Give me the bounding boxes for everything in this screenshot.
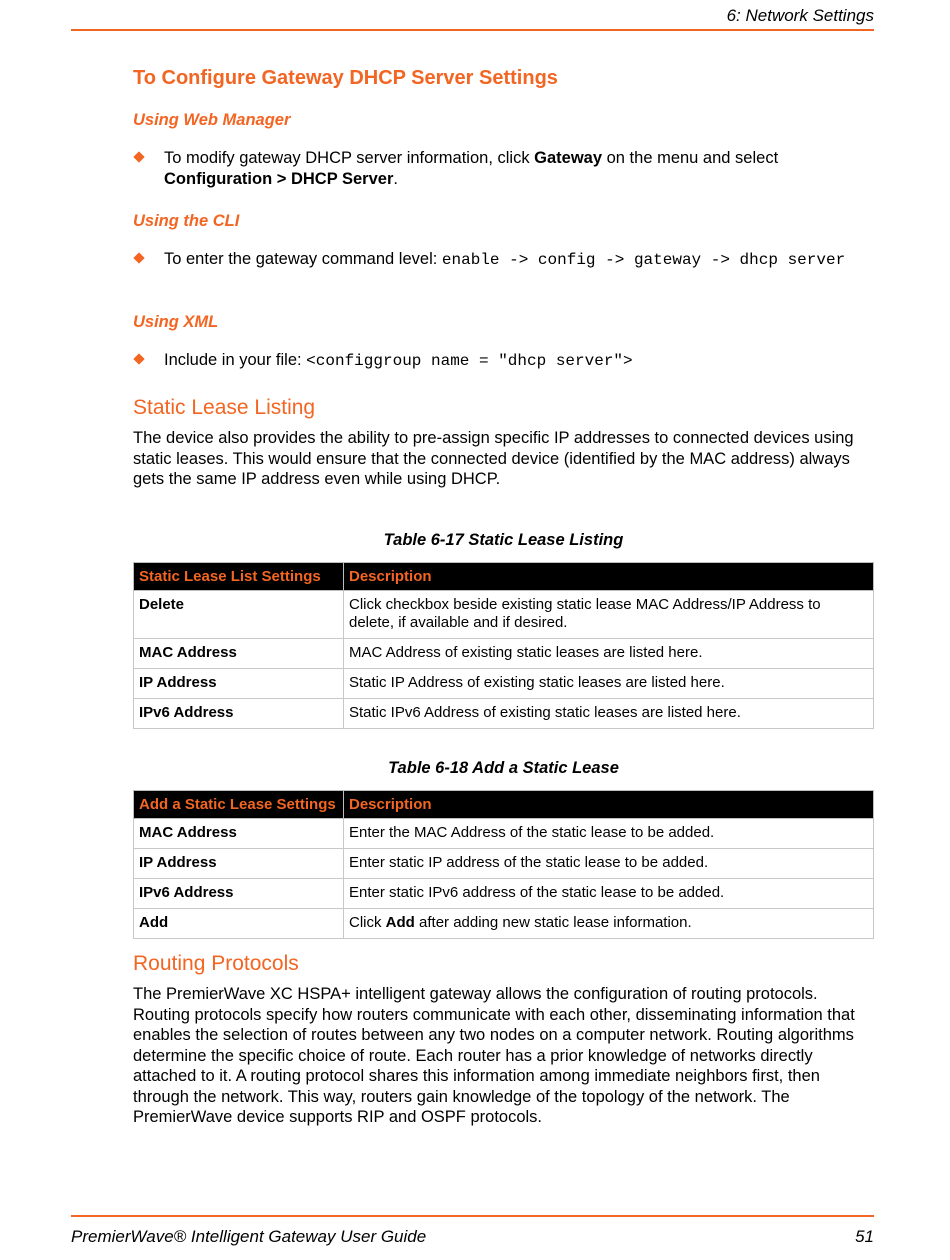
menu-path-term: Configuration > DHCP Server [164,170,394,188]
setting-name: MAC Address [134,819,344,849]
dhcp-section-title: To Configure Gateway DHCP Server Settings [133,67,558,89]
setting-name: IP Address [134,849,344,879]
table-17-caption: Table 6-17 Static Lease Listing [383,531,624,549]
column-header: Add a Static Lease Settings [134,791,344,819]
bullet-text: To modify gateway DHCP server information, click [164,149,535,167]
page-number: 51 [855,1227,874,1246]
description-text: after adding new static lease information. [414,914,692,931]
table-row [134,699,874,729]
table-row [134,669,874,699]
routing-protocols-paragraph: The PremierWave XC HSPA+ intelligent gateway allows the configuration of routing protocols. Routing protocols specify how routers communicate with each other, disseminating information that enables the selection of routes between any two nodes on a computer network. Routing algorithms determine the specific choice of route. Each router has a prior knowledge of networks directly attached to it. A routing protocol shares this information among immediate neighbors first, then through the network. This way, routers gain knowledge of the topology of the network. The PremierWave device supports RIP and OSPF protocols. [133,985,855,1126]
bullet-text: To enter the gateway command level: [164,250,442,268]
footer-rule [71,1215,874,1217]
table-row [134,819,874,849]
table-row [134,639,874,669]
cli-heading: Using the CLI [133,212,240,230]
table-header-row [134,563,874,591]
setting-description [344,909,874,939]
table-row [134,849,874,879]
bullet-diamond-icon [133,353,144,364]
column-header: Description [344,563,874,591]
setting-name: Delete [134,591,344,639]
footer-guide-title: PremierWave® Intelligent Gateway User Guide [71,1227,427,1246]
setting-name: IPv6 Address [134,699,344,729]
table-header-row [134,791,874,819]
table-row [134,879,874,909]
column-header: Static Lease List Settings [134,563,344,591]
bullet-text: . [393,170,398,188]
setting-name: MAC Address [134,639,344,669]
setting-description: MAC Address of existing static leases are listed here. [344,639,874,669]
setting-description: Enter static IP address of the static lease to be added. [344,849,874,879]
description-text: Click [349,914,386,931]
bullet-text: Include in your file: [164,351,307,369]
static-lease-listing-table [133,562,874,729]
setting-description: Enter static IPv6 address of the static lease to be added. [344,879,874,909]
setting-name: IP Address [134,669,344,699]
setting-name: IPv6 Address [134,879,344,909]
static-lease-title: Static Lease Listing [133,396,316,419]
web-manager-heading: Using Web Manager [133,111,291,129]
xml-code: <configgroup name = "dhcp server"> [306,352,633,370]
bullet-diamond-icon [133,151,144,162]
static-lease-paragraph: The device also provides the ability to pre-assign specific IP addresses to connected devices using static leases. This would ensure that the connected device (identified by the MAC address) always gets the same IP address even while using DHCP. [133,429,854,488]
column-header: Description [344,791,874,819]
table-18-caption: Table 6-18 Add a Static Lease [388,759,619,777]
gateway-term: Gateway [534,149,603,167]
table-row [134,909,874,939]
cli-bullet [133,249,874,271]
bullet-diamond-icon [133,252,144,263]
xml-heading: Using XML [133,313,219,331]
setting-description: Static IP Address of existing static leases are listed here. [344,669,874,699]
add-term: Add [385,914,415,931]
chapter-header: 6: Network Settings [726,6,874,25]
xml-bullet [133,350,874,372]
routing-protocols-title: Routing Protocols [133,952,299,975]
header-rule [71,29,874,31]
bullet-text: on the menu and select [602,149,779,167]
setting-description: Enter the MAC Address of the static lease to be added. [344,819,874,849]
setting-name: Add [134,909,344,939]
table-row [134,591,874,639]
setting-description: Click checkbox beside existing static lease MAC Address/IP Address to delete, if available and if desired. [344,591,874,639]
add-static-lease-table [133,790,874,939]
cli-command-code: enable -> config -> gateway -> dhcp server [441,251,846,269]
setting-description: Static IPv6 Address of existing static leases are listed here. [344,699,874,729]
web-manager-bullet [133,148,874,190]
